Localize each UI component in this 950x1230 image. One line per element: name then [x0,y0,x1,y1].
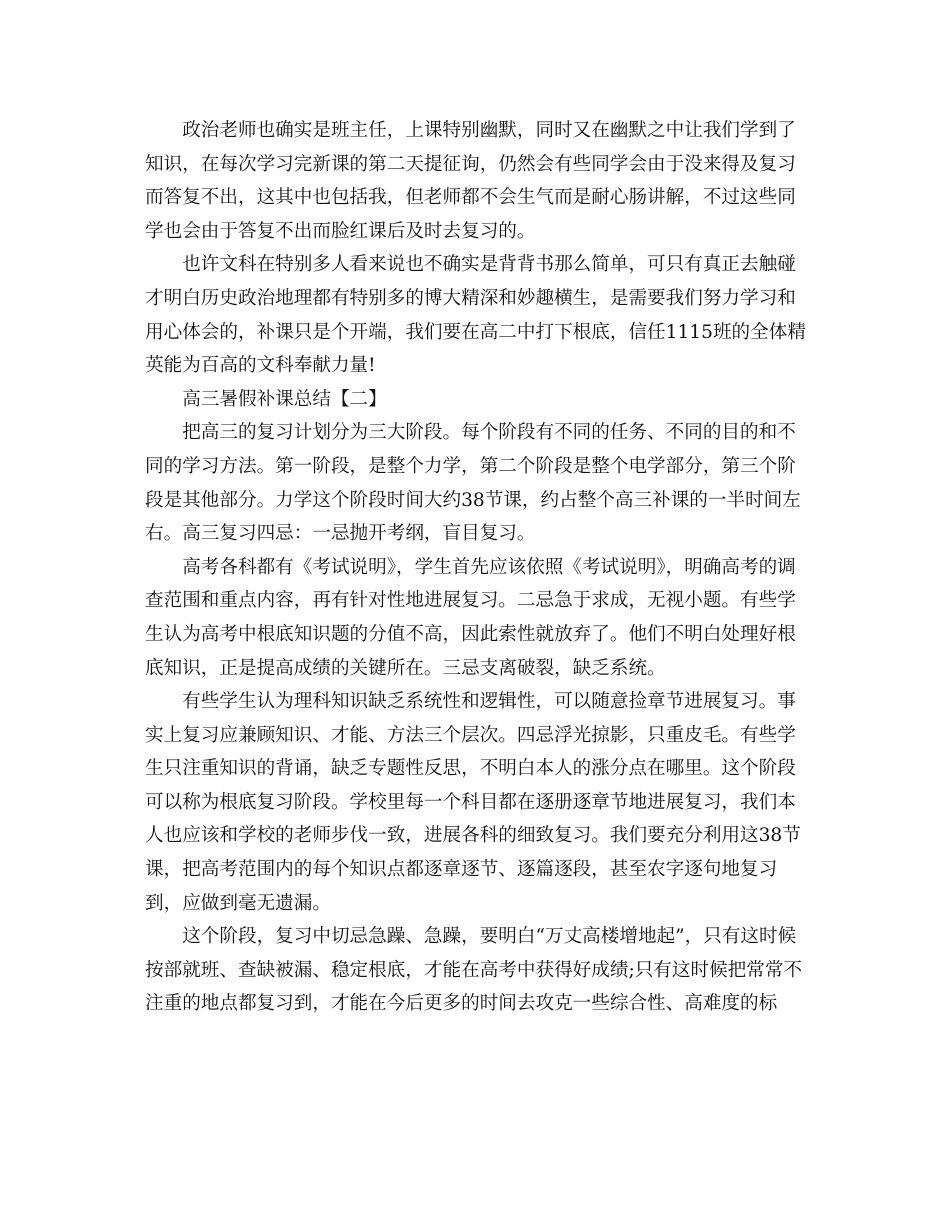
section-heading: 高三暑假补课总结【二】 [182,388,387,410]
paragraph-liberal-arts: 也许文科在特别多人看来说也不确实是背背书那么简单，可只有真正去触碰才明白历史政治地理都有特别多的博大精深和妙趣横生，是需要我们努力学习和用心体会的，补课只是个开端，我们要在高二中打下根底，信任1115班的全体精英能为百高的文科奉献力量! [145,254,806,377]
paragraph-step-by-step: 这个阶段，复习中切忌急躁、急躁，要明白“万丈高楼增地起”，只有这时候按部就班、查缺被漏、稳定根底，才能在高考中获得好成绩;只有这时候把常常不注重的地点都复习到，才能在今后更多的时间去攻克一些综合性、高难度的标 [145,926,803,1015]
paragraph-politics-teacher: 政治老师也确实是班主任，上课特别幽默，同时又在幽默之中让我们学到了知识，在每次学习完新课的第二天提征询，仍然会有些同学会由于没来得及复习而答复不出，这其中也包括我，但老师都不会生气而是耐心肠讲解，不过这些同学也会由于答复不出而脸红课后及时去复习的。 [145,120,796,242]
paragraph-exam-guide: 高考各科都有《考试说明》，学生首先应该依照《考试说明》，明确高考的调查范围和重点内容，再有针对性地进展复习。二忌急于求成，无视小题。有些学生认为高考中根底知识题的分值不高，因此索性就放弃了。他们不明白处理好根底知识，正是提高成绩的关键所在。三忌支离破裂，缺乏系统。 [145,556,796,679]
paragraph-systematic-review: 有些学生认为理科知识缺乏系统性和逻辑性，可以随意捡章节进展复习。事实上复习应兼顾知识、才能、方法三个层次。四忌浮光掠影，只重皮毛。有些学生只注重知识的背诵，缺乏专题性反思，不明白本人的涨分点在哪里。这个阶段可以称为根底复习阶段。学校里每一个科目都在逐册逐章节地进展复习，我们本人也应该和学校的老师步伐一致，进展各科的细致复习。我们要充分利用这38节课，把高考范围内的每个知识点都逐章逐节、逐篇逐段，甚至农字逐句地复习到，应做到毫无遗漏。 [145,691,801,914]
paragraph-review-plan: 把高三的复习计划分为三大阶段。每个阶段有不同的任务、不同的目的和不同的学习方法。第一阶段，是整个力学，第二个阶段是整个电学部分，第三个阶段是其他部分。力学这个阶段时间大约38节课，约占整个高三补课的一半时间左右。高三复习四忌：一忌抛开考纲，盲目复习。 [145,422,801,545]
